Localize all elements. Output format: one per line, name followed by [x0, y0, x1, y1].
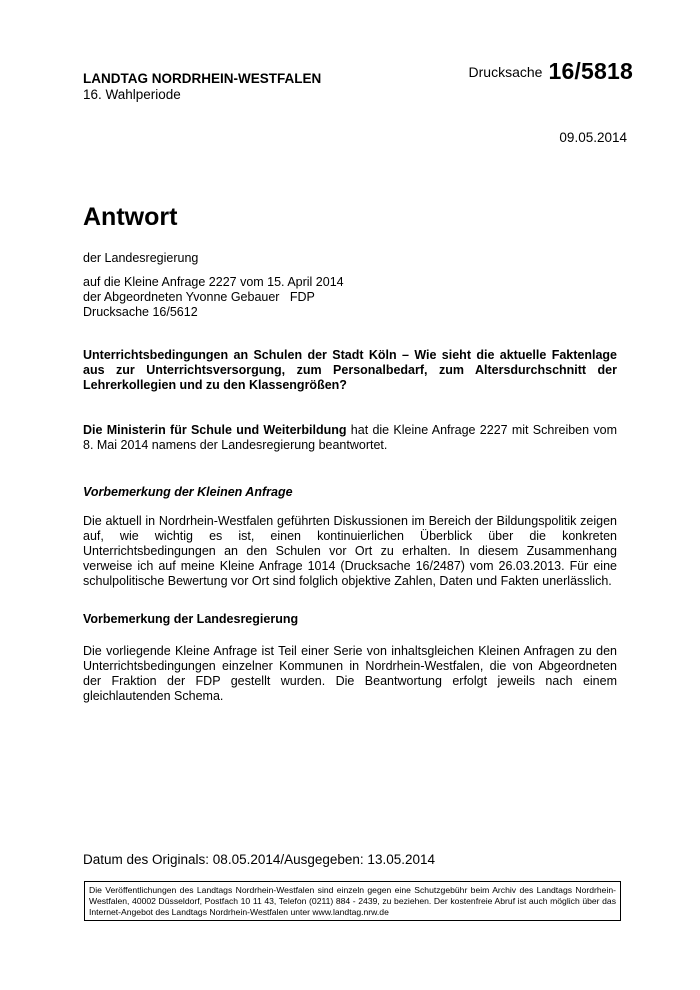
drucksache-label: Drucksache: [468, 64, 543, 80]
answer-paragraph: [83, 423, 617, 453]
reference-inquiry: auf die Kleine Anfrage 2227 vom 15. April 2014: [83, 275, 344, 289]
section-heading-inquiry: Vorbemerkung der Kleinen Anfrage: [83, 485, 293, 499]
minister-name: Die Ministerin für Schule und Weiterbildung: [83, 423, 347, 437]
reference-block: [83, 275, 344, 320]
answer-text: hat die Kleine Anfrage 2227 mit Schreiben vom 8. Mai 2014 namens der Landesregierung beantwortet.: [83, 423, 617, 452]
drucksache-block: [469, 58, 633, 85]
document-date: 09.05.2014: [559, 130, 627, 145]
drucksache-number: 16/5818: [548, 58, 633, 84]
issuer: der Landesregierung: [83, 251, 199, 265]
publication-notice: Die Veröffentlichungen des Landtags Nordrhein-Westfalen sind einzeln gegen eine Schutzgebühr beim Archiv des Landtags Nordrhein-Westfalen, 40002 Düsseldorf, Postfach 10 11 43, Telefon (0211) 884 - 2439, zu beziehen. Der kostenfreie Abruf ist auch möglich über das Internet-Angebot des Landtags Nordrhein-Westfalen unter www.landtag.nrw.de: [84, 881, 621, 921]
section-text-government: Die vorliegende Kleine Anfrage ist Teil einer Serie von inhaltsgleichen Kleinen Anfragen zu den Unterrichtsbedingungen einzelner Kommunen in Nordrhein-Westfalen, die von Abgeordneten der Fraktion der FDP gestellt wurden. Die Beantwortung erfolgt jeweils nach einem gleichlautenden Schema.: [83, 644, 617, 703]
section-heading-government: Vorbemerkung der Landesregierung: [83, 612, 299, 626]
issue-dates: Datum des Originals: 08.05.2014/Ausgegeben: 13.05.2014: [83, 852, 436, 867]
document-title: Antwort: [83, 203, 178, 231]
legislative-period: 16. Wahlperiode: [83, 87, 181, 102]
reference-author: der Abgeordneten Yvonne Gebauer FDP: [83, 290, 315, 304]
reference-drucksache: Drucksache 16/5612: [83, 305, 198, 319]
section-text-inquiry: Die aktuell in Nordrhein-Westfalen geführten Diskussionen im Bereich der Bildungspolitik zeigen auf, wie wichtig es ist, einen kontinuierlichen Überblick über die konkreten Unterrichtsbedingungen an den Schulen vor Ort zu erhalten. In diesem Zusammenhang verweise ich auf meine Kleine Anfrage 1014 (Drucksache 16/2487) vom 26.03.2013. Für eine schulpolitische Bewertung vor Ort sind folglich objektive Zahlen, Daten und Fakten unerlässlich.: [83, 514, 617, 588]
parliament-name: LANDTAG NORDRHEIN-WESTFALEN: [83, 71, 322, 86]
inquiry-subject: Unterrichtsbedingungen an Schulen der Stadt Köln – Wie sieht die aktuelle Faktenlage aus zur Unterrichtsversorgung, zum Personalbedarf, zum Altersdurchschnitt der Lehrerkollegien und zu den Klassengrößen?: [83, 348, 617, 392]
